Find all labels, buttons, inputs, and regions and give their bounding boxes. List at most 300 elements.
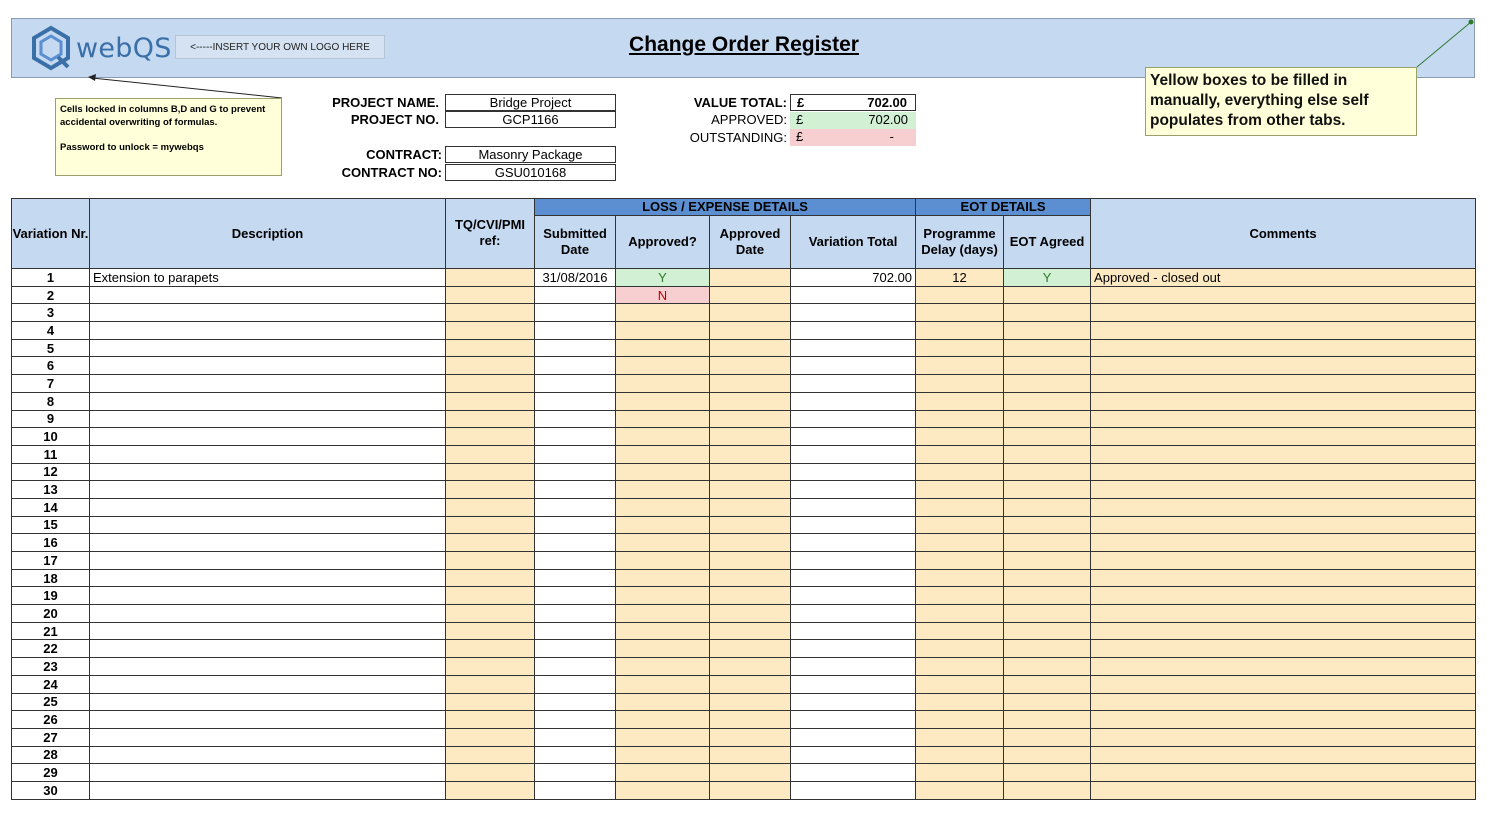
description-cell[interactable] [90, 587, 446, 605]
eot-agreed-cell[interactable] [1004, 675, 1091, 693]
submitted-date-cell[interactable] [535, 728, 616, 746]
programme-delay-cell[interactable] [916, 587, 1004, 605]
programme-delay-cell[interactable] [916, 516, 1004, 534]
variation-total-cell [791, 764, 916, 782]
approved-date-cell[interactable] [710, 764, 791, 782]
submitted-date-cell[interactable] [535, 375, 616, 393]
ref-cell[interactable] [446, 764, 535, 782]
ref-cell[interactable] [446, 534, 535, 552]
comments-cell[interactable] [1091, 428, 1476, 446]
description-cell[interactable] [90, 428, 446, 446]
table-row [12, 463, 1476, 481]
submitted-date-cell[interactable] [535, 516, 616, 534]
approved-cell[interactable] [616, 481, 710, 499]
yellow-boxes-note: Yellow boxes to be filled in manually, everything else self populates from other tabs. [1145, 67, 1417, 136]
comments-cell[interactable] [1091, 711, 1476, 729]
approved-date-cell[interactable] [710, 746, 791, 764]
approved-cell[interactable] [616, 534, 710, 552]
approved-cell[interactable] [616, 640, 710, 658]
submitted-date-cell[interactable] [535, 286, 616, 304]
comments-cell[interactable] [1091, 746, 1476, 764]
change-order-table [11, 198, 1476, 800]
submitted-date-cell[interactable] [535, 428, 616, 446]
approved-date-cell[interactable] [710, 552, 791, 570]
programme-delay-cell[interactable]: 12 [916, 269, 1004, 287]
variation-nr-cell: 25 [12, 693, 90, 711]
approved-date-cell[interactable] [710, 463, 791, 481]
approved-box [790, 112, 916, 129]
ref-cell[interactable] [446, 392, 535, 410]
approved-date-cell[interactable] [710, 658, 791, 676]
comments-cell[interactable] [1091, 516, 1476, 534]
table-row [12, 658, 1476, 676]
description-cell[interactable] [90, 445, 446, 463]
logo-text: webQS [76, 32, 172, 64]
ref-cell[interactable] [446, 781, 535, 799]
approved-date-cell[interactable] [710, 728, 791, 746]
approved-date-cell[interactable] [710, 622, 791, 640]
eot-agreed-cell[interactable] [1004, 605, 1091, 623]
variation-total-cell [791, 339, 916, 357]
variation-total-cell: 702.00 [791, 269, 916, 287]
submitted-date-cell[interactable] [535, 481, 616, 499]
description-cell[interactable] [90, 693, 446, 711]
programme-delay-cell[interactable] [916, 552, 1004, 570]
approved-date-cell[interactable] [710, 516, 791, 534]
table-row [12, 640, 1476, 658]
approved-cell[interactable] [616, 357, 710, 375]
loss-expense-group-header: LOSS / EXPENSE DETAILS [535, 199, 916, 216]
programme-delay-cell[interactable] [916, 781, 1004, 799]
submitted-date-cell[interactable] [535, 445, 616, 463]
approved-date-cell[interactable] [710, 781, 791, 799]
table-row [12, 622, 1476, 640]
ref-cell[interactable] [446, 304, 535, 322]
ref-cell[interactable] [446, 445, 535, 463]
ref-cell[interactable] [446, 675, 535, 693]
approved-date-cell[interactable] [710, 587, 791, 605]
description-cell[interactable] [90, 375, 446, 393]
description-cell[interactable] [90, 781, 446, 799]
comments-cell[interactable] [1091, 675, 1476, 693]
variation-total-cell [791, 516, 916, 534]
variation-nr-cell: 17 [12, 552, 90, 570]
comments-cell[interactable] [1091, 357, 1476, 375]
eot-agreed-cell[interactable] [1004, 587, 1091, 605]
variation-total-cell [791, 711, 916, 729]
description-cell[interactable] [90, 392, 446, 410]
description-cell[interactable] [90, 675, 446, 693]
programme-delay-cell[interactable] [916, 746, 1004, 764]
approved-date-cell[interactable] [710, 286, 791, 304]
approved-cell[interactable] [616, 552, 710, 570]
programme-delay-cell[interactable] [916, 481, 1004, 499]
approved-label: APPROVED: [711, 112, 787, 127]
approved-date-cell[interactable] [710, 304, 791, 322]
eot-agreed-cell[interactable] [1004, 764, 1091, 782]
comments-cell[interactable] [1091, 322, 1476, 340]
approved-cell[interactable] [616, 304, 710, 322]
contract-label: CONTRACT: [366, 147, 442, 162]
submitted-date-cell[interactable] [535, 605, 616, 623]
description-cell[interactable] [90, 605, 446, 623]
approved-cell[interactable]: Y [616, 269, 710, 287]
ref-cell[interactable] [446, 516, 535, 534]
eot-agreed-cell[interactable] [1004, 375, 1091, 393]
approved-cell[interactable] [616, 675, 710, 693]
approved-date-cell[interactable] [710, 339, 791, 357]
table-row [12, 322, 1476, 340]
approved-cell[interactable] [616, 498, 710, 516]
programme-delay-cell[interactable] [916, 498, 1004, 516]
col-approved-header: Approved? [616, 216, 710, 269]
approved-date-cell[interactable] [710, 675, 791, 693]
ref-cell[interactable] [446, 269, 535, 287]
variation-total-cell [791, 375, 916, 393]
approved-date-cell[interactable] [710, 375, 791, 393]
approved-date-cell[interactable] [710, 605, 791, 623]
description-cell[interactable] [90, 746, 446, 764]
ref-cell[interactable] [446, 587, 535, 605]
approved-date-cell[interactable] [710, 569, 791, 587]
programme-delay-cell[interactable] [916, 534, 1004, 552]
approved-cell[interactable] [616, 658, 710, 676]
eot-agreed-cell[interactable] [1004, 428, 1091, 446]
approved-date-cell[interactable] [710, 392, 791, 410]
programme-delay-cell[interactable] [916, 728, 1004, 746]
variation-nr-cell: 9 [12, 410, 90, 428]
submitted-date-cell[interactable] [535, 587, 616, 605]
ref-cell[interactable] [446, 286, 535, 304]
comments-cell[interactable] [1091, 658, 1476, 676]
eot-agreed-cell[interactable] [1004, 658, 1091, 676]
description-cell[interactable] [90, 658, 446, 676]
project-name-field[interactable]: Bridge Project [445, 94, 616, 111]
eot-agreed-cell[interactable] [1004, 781, 1091, 799]
comments-cell[interactable] [1091, 498, 1476, 516]
comments-cell[interactable] [1091, 339, 1476, 357]
ref-cell[interactable] [446, 728, 535, 746]
ref-cell[interactable] [446, 322, 535, 340]
programme-delay-cell[interactable] [916, 658, 1004, 676]
eot-agreed-cell[interactable] [1004, 516, 1091, 534]
programme-delay-cell[interactable] [916, 357, 1004, 375]
approved-cell[interactable] [616, 587, 710, 605]
eot-agreed-cell[interactable] [1004, 463, 1091, 481]
approved-cell[interactable] [616, 569, 710, 587]
ref-cell[interactable] [446, 746, 535, 764]
programme-delay-cell[interactable] [916, 605, 1004, 623]
programme-delay-cell[interactable] [916, 322, 1004, 340]
approved-cell[interactable] [616, 392, 710, 410]
eot-agreed-cell[interactable] [1004, 481, 1091, 499]
approved-date-cell[interactable] [710, 498, 791, 516]
approved-date-cell[interactable] [710, 357, 791, 375]
ref-cell[interactable] [446, 693, 535, 711]
eot-agreed-cell[interactable] [1004, 286, 1091, 304]
description-cell[interactable] [90, 764, 446, 782]
submitted-date-cell[interactable] [535, 781, 616, 799]
submitted-date-cell[interactable]: 31/08/2016 [535, 269, 616, 287]
eot-agreed-cell[interactable] [1004, 640, 1091, 658]
submitted-date-cell[interactable] [535, 569, 616, 587]
ref-cell[interactable] [446, 658, 535, 676]
approved-cell[interactable] [616, 322, 710, 340]
eot-agreed-cell[interactable] [1004, 410, 1091, 428]
approved-cell[interactable] [616, 516, 710, 534]
comments-cell[interactable] [1091, 463, 1476, 481]
approved-date-cell[interactable] [710, 640, 791, 658]
description-cell[interactable] [90, 728, 446, 746]
approved-cell[interactable] [616, 622, 710, 640]
comments-cell[interactable] [1091, 605, 1476, 623]
approved-cell[interactable] [616, 764, 710, 782]
submitted-date-cell[interactable] [535, 410, 616, 428]
variation-total-cell [791, 693, 916, 711]
ref-cell[interactable] [446, 481, 535, 499]
comments-cell[interactable] [1091, 764, 1476, 782]
col-submitted-header: Submitted Date [535, 216, 616, 269]
ref-cell[interactable] [446, 498, 535, 516]
variation-nr-cell: 23 [12, 658, 90, 676]
submitted-date-cell[interactable] [535, 658, 616, 676]
variation-nr-cell: 10 [12, 428, 90, 446]
submitted-date-cell[interactable] [535, 498, 616, 516]
approved-cell[interactable] [616, 375, 710, 393]
ref-cell[interactable] [446, 640, 535, 658]
description-cell[interactable] [90, 498, 446, 516]
approved-date-cell[interactable] [710, 481, 791, 499]
eot-agreed-cell[interactable] [1004, 534, 1091, 552]
comments-cell[interactable] [1091, 410, 1476, 428]
variation-nr-cell: 20 [12, 605, 90, 623]
contract-no-label: CONTRACT NO: [341, 165, 442, 180]
submitted-date-cell[interactable] [535, 693, 616, 711]
approved-cell[interactable] [616, 711, 710, 729]
programme-delay-cell[interactable] [916, 286, 1004, 304]
approved-cell[interactable] [616, 410, 710, 428]
eot-agreed-cell[interactable] [1004, 392, 1091, 410]
variation-total-cell [791, 481, 916, 499]
variation-total-cell [791, 428, 916, 446]
table-row [12, 269, 1476, 287]
ref-cell[interactable] [446, 410, 535, 428]
ref-cell[interactable] [446, 569, 535, 587]
description-cell[interactable] [90, 410, 446, 428]
contract-no-field[interactable]: GSU010168 [445, 164, 616, 181]
comments-cell[interactable] [1091, 375, 1476, 393]
programme-delay-cell[interactable] [916, 339, 1004, 357]
programme-delay-cell[interactable] [916, 392, 1004, 410]
ref-cell[interactable] [446, 375, 535, 393]
eot-agreed-cell[interactable] [1004, 552, 1091, 570]
value-total-box [790, 94, 916, 111]
variation-total-cell [791, 357, 916, 375]
eot-agreed-cell[interactable] [1004, 304, 1091, 322]
table-row [12, 552, 1476, 570]
eot-agreed-cell[interactable] [1004, 711, 1091, 729]
comments-cell[interactable] [1091, 304, 1476, 322]
comments-cell[interactable] [1091, 622, 1476, 640]
programme-delay-cell[interactable] [916, 640, 1004, 658]
submitted-date-cell[interactable] [535, 534, 616, 552]
description-cell[interactable] [90, 711, 446, 729]
outstanding-box [790, 129, 916, 146]
variation-nr-cell: 29 [12, 764, 90, 782]
approved-cell[interactable] [616, 605, 710, 623]
approved-date-cell[interactable] [710, 711, 791, 729]
programme-delay-cell[interactable] [916, 675, 1004, 693]
description-cell[interactable] [90, 552, 446, 570]
approved-cell[interactable]: N [616, 286, 710, 304]
programme-delay-cell[interactable] [916, 711, 1004, 729]
programme-delay-cell[interactable] [916, 445, 1004, 463]
submitted-date-cell[interactable] [535, 392, 616, 410]
approved-cell[interactable] [616, 781, 710, 799]
ref-cell[interactable] [446, 605, 535, 623]
comments-cell[interactable] [1091, 640, 1476, 658]
description-cell[interactable] [90, 286, 446, 304]
project-no-field[interactable]: GCP1166 [445, 111, 616, 128]
description-cell[interactable] [90, 304, 446, 322]
variation-total-cell [791, 322, 916, 340]
submitted-date-cell[interactable] [535, 675, 616, 693]
table-row [12, 375, 1476, 393]
approved-cell[interactable] [616, 428, 710, 446]
eot-agreed-cell[interactable]: Y [1004, 269, 1091, 287]
comments-cell[interactable] [1091, 728, 1476, 746]
approved-cell[interactable] [616, 728, 710, 746]
programme-delay-cell[interactable] [916, 428, 1004, 446]
ref-cell[interactable] [446, 552, 535, 570]
submitted-date-cell[interactable] [535, 322, 616, 340]
approved-cell[interactable] [616, 445, 710, 463]
description-cell[interactable] [90, 640, 446, 658]
submitted-date-cell[interactable] [535, 764, 616, 782]
approved-date-cell[interactable] [710, 428, 791, 446]
ref-cell[interactable] [446, 357, 535, 375]
table-row [12, 481, 1476, 499]
eot-agreed-cell[interactable] [1004, 357, 1091, 375]
programme-delay-cell[interactable] [916, 622, 1004, 640]
submitted-date-cell[interactable] [535, 339, 616, 357]
programme-delay-cell[interactable] [916, 463, 1004, 481]
comments-cell[interactable] [1091, 481, 1476, 499]
table-row [12, 410, 1476, 428]
ref-cell[interactable] [446, 622, 535, 640]
eot-agreed-cell[interactable] [1004, 569, 1091, 587]
comments-cell[interactable] [1091, 693, 1476, 711]
col-variation-total-header: Variation Total [791, 216, 916, 269]
variation-total-cell [791, 746, 916, 764]
comments-cell[interactable] [1091, 587, 1476, 605]
variation-nr-cell: 28 [12, 746, 90, 764]
description-cell[interactable] [90, 481, 446, 499]
contract-field[interactable]: Masonry Package [445, 146, 616, 163]
approved-date-cell[interactable] [710, 693, 791, 711]
approved-cell[interactable] [616, 339, 710, 357]
description-cell[interactable] [90, 322, 446, 340]
eot-agreed-cell[interactable] [1004, 622, 1091, 640]
programme-delay-cell[interactable] [916, 693, 1004, 711]
eot-agreed-cell[interactable] [1004, 728, 1091, 746]
variation-nr-cell: 26 [12, 711, 90, 729]
approved-date-cell[interactable] [710, 322, 791, 340]
programme-delay-cell[interactable] [916, 375, 1004, 393]
submitted-date-cell[interactable] [535, 304, 616, 322]
eot-agreed-cell[interactable] [1004, 322, 1091, 340]
comments-cell[interactable] [1091, 286, 1476, 304]
table-row [12, 711, 1476, 729]
submitted-date-cell[interactable] [535, 622, 616, 640]
comments-cell[interactable]: Approved - closed out [1091, 269, 1476, 287]
ref-cell[interactable] [446, 711, 535, 729]
description-cell[interactable] [90, 534, 446, 552]
variation-total-cell [791, 587, 916, 605]
programme-delay-cell[interactable] [916, 410, 1004, 428]
ref-cell[interactable] [446, 428, 535, 446]
submitted-date-cell[interactable] [535, 463, 616, 481]
eot-agreed-cell[interactable] [1004, 746, 1091, 764]
approved-date-cell[interactable] [710, 445, 791, 463]
variation-total-cell [791, 569, 916, 587]
description-cell[interactable] [90, 569, 446, 587]
comments-cell[interactable] [1091, 392, 1476, 410]
programme-delay-cell[interactable] [916, 764, 1004, 782]
description-cell[interactable] [90, 339, 446, 357]
variation-total-cell [791, 728, 916, 746]
variation-nr-cell: 16 [12, 534, 90, 552]
submitted-date-cell[interactable] [535, 357, 616, 375]
comments-cell[interactable] [1091, 445, 1476, 463]
comments-cell[interactable] [1091, 534, 1476, 552]
submitted-date-cell[interactable] [535, 552, 616, 570]
comments-cell[interactable] [1091, 552, 1476, 570]
comments-cell[interactable] [1091, 781, 1476, 799]
eot-agreed-cell[interactable] [1004, 693, 1091, 711]
approved-cell[interactable] [616, 463, 710, 481]
description-cell[interactable] [90, 516, 446, 534]
programme-delay-cell[interactable] [916, 569, 1004, 587]
comments-cell[interactable] [1091, 569, 1476, 587]
variation-total-cell [791, 640, 916, 658]
approved-date-cell[interactable] [710, 534, 791, 552]
approved-date-cell[interactable] [710, 410, 791, 428]
table-row [12, 746, 1476, 764]
description-cell[interactable] [90, 622, 446, 640]
ref-cell[interactable] [446, 339, 535, 357]
approved-cell[interactable] [616, 746, 710, 764]
eot-agreed-cell[interactable] [1004, 339, 1091, 357]
eot-agreed-cell[interactable] [1004, 498, 1091, 516]
ref-cell[interactable] [446, 463, 535, 481]
description-cell[interactable] [90, 357, 446, 375]
description-cell[interactable]: Extension to parapets [90, 269, 446, 287]
approved-date-cell[interactable] [710, 269, 791, 287]
approved-cell[interactable] [616, 693, 710, 711]
variation-nr-cell: 14 [12, 498, 90, 516]
approved-amount: 702.00 [868, 112, 908, 127]
submitted-date-cell[interactable] [535, 640, 616, 658]
variation-total-cell [791, 658, 916, 676]
programme-delay-cell[interactable] [916, 304, 1004, 322]
eot-agreed-cell[interactable] [1004, 445, 1091, 463]
table-row [12, 569, 1476, 587]
col-comments-header: Comments [1091, 199, 1476, 269]
submitted-date-cell[interactable] [535, 711, 616, 729]
description-cell[interactable] [90, 463, 446, 481]
submitted-date-cell[interactable] [535, 746, 616, 764]
